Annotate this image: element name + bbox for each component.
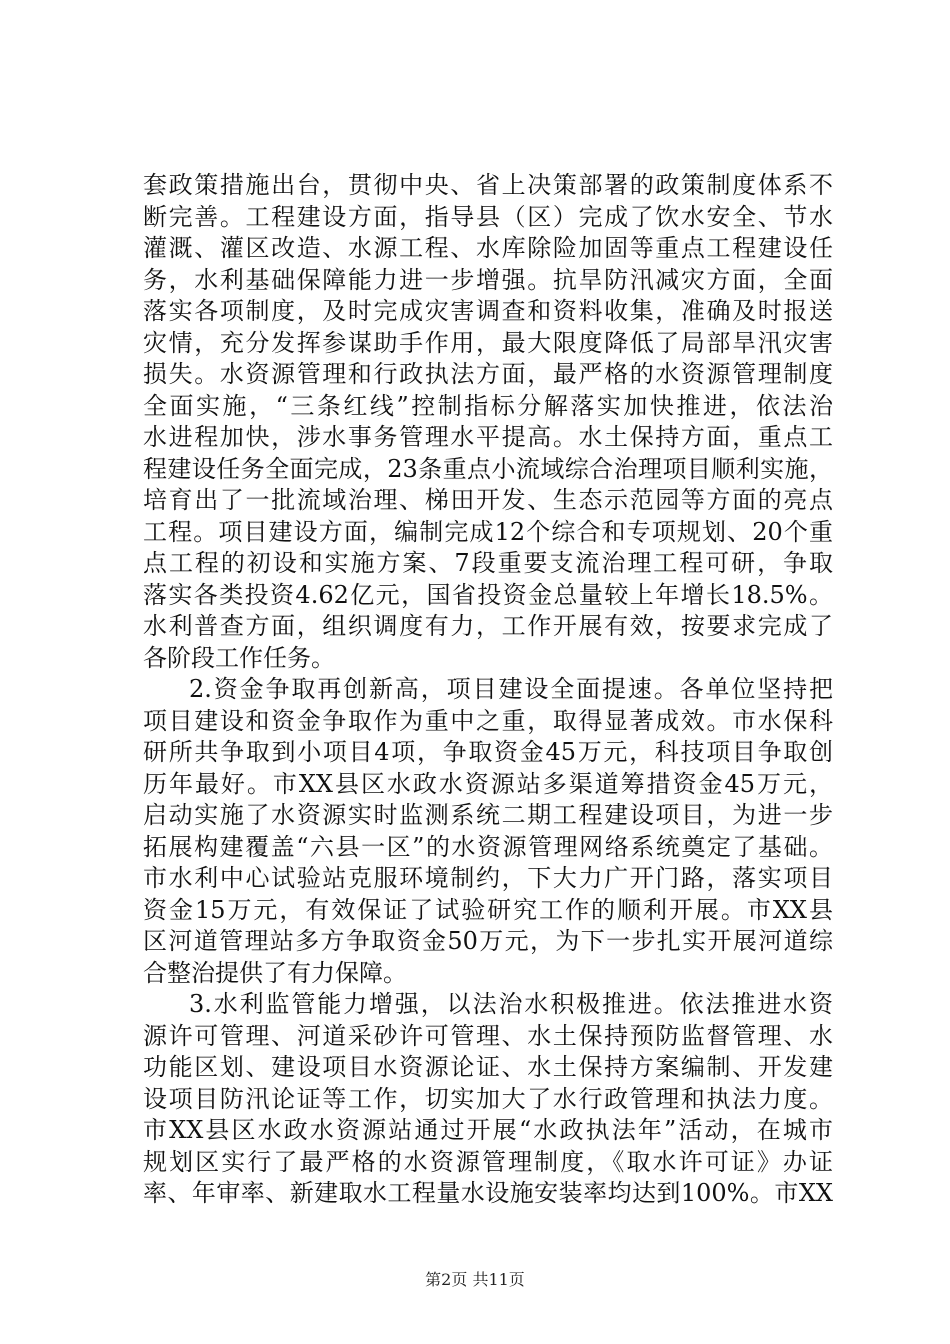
text-line: 水进程加快，涉水事务管理水平提高。水土保持方面，重点工 <box>143 423 833 451</box>
text-line: 设项目防汛论证等工作，切实加大了水行政管理和执法力度。 <box>143 1084 833 1113</box>
text-line: 拓展构建覆盖“六县一区”的水资源管理网络系统奠定了基础。 <box>143 832 833 861</box>
text-line: 务，水利基础保障能力进一步增强。抗旱防汛减灾方面，全面 <box>143 265 833 294</box>
text-line: 功能区划、建设项目水资源论证、水土保持方案编制、开发建 <box>143 1053 833 1081</box>
text-line: 各阶段工作任务。 <box>143 643 335 672</box>
text-line: 项目建设和资金争取作为重中之重，取得显著成效。市水保科 <box>143 706 833 735</box>
text-line: 落实各项制度，及时完成灾害调查和资料收集，准确及时报送 <box>143 297 833 325</box>
page-footer: 第2页 共11页 <box>425 1270 525 1289</box>
text-line: 水利普查方面，组织调度有力，工作开展有效，按要求完成了 <box>143 612 833 640</box>
text-line: 启动实施了水资源实时监测系统二期工程建设项目，为进一步 <box>143 801 833 829</box>
text-line: 断完善。工程建设方面，指导县（区）完成了饮水安全、节水 <box>143 202 833 231</box>
text-line: 市XX县区水政水资源站通过开展“水政执法年”活动，在城市 <box>143 1116 833 1144</box>
text-line: 培育出了一批流域治理、梯田开发、生态示范园等方面的亮点 <box>143 486 833 514</box>
text-line: 研所共争取到小项目4项，争取资金45万元，科技项目争取创 <box>143 738 833 766</box>
text-line: 资金15万元，有效保证了试验研究工作的顺利开展。市XX县 <box>143 895 833 924</box>
text-line: 落实各类投资4.62亿元，国省投资金总量较上年增长18.5%。 <box>143 580 833 609</box>
text-line: 历年最好。市XX县区水政水资源站多渠道筹措资金45万元， <box>143 769 833 798</box>
text-line: 灌溉、灌区改造、水源工程、水库除险加固等重点工程建设任 <box>143 234 833 262</box>
text-line: 市水利中心试验站克服环境制约，下大力广开门路，落实项目 <box>143 864 833 892</box>
text-line: 率、年审率、新建取水工程量水设施安装率均达到100%。市XX <box>143 1179 833 1207</box>
text-line: 全面实施，“三条红线”控制指标分解落实加快推进，依法治 <box>143 391 833 420</box>
text-line: 3.水利监管能力增强，以法治水积极推进。依法推进水资 <box>189 990 833 1018</box>
text-line: 源许可管理、河道采砂许可管理、水土保持预防监督管理、水 <box>143 1021 833 1050</box>
text-line: 区河道管理站多方争取资金50万元，为下一步扎实开展河道综 <box>143 927 833 955</box>
text-line: 点工程的初设和实施方案、7段重要支流治理工程可研，争取 <box>143 549 833 577</box>
text-line: 2.资金争取再创新高，项目建设全面提速。各单位坚持把 <box>189 675 833 703</box>
text-line: 损失。水资源管理和行政执法方面，最严格的水资源管理制度 <box>143 360 833 388</box>
text-line: 合整治提供了有力保障。 <box>143 958 407 987</box>
text-line: 程建设任务全面完成，23条重点小流域综合治理项目顺利实施， <box>143 454 833 483</box>
text-line: 规划区实行了最严格的水资源管理制度，《取水许可证》办证 <box>143 1147 833 1176</box>
body-text <box>143 170 833 1210</box>
text-line: 工程。项目建设方面，编制完成12个综合和专项规划、20个重 <box>143 517 833 546</box>
text-line: 套政策措施出台，贯彻中央、省上决策部署的政策制度体系不 <box>143 171 833 199</box>
text-line: 灾情，充分发挥参谋助手作用，最大限度降低了局部旱汛灾害 <box>143 328 833 357</box>
